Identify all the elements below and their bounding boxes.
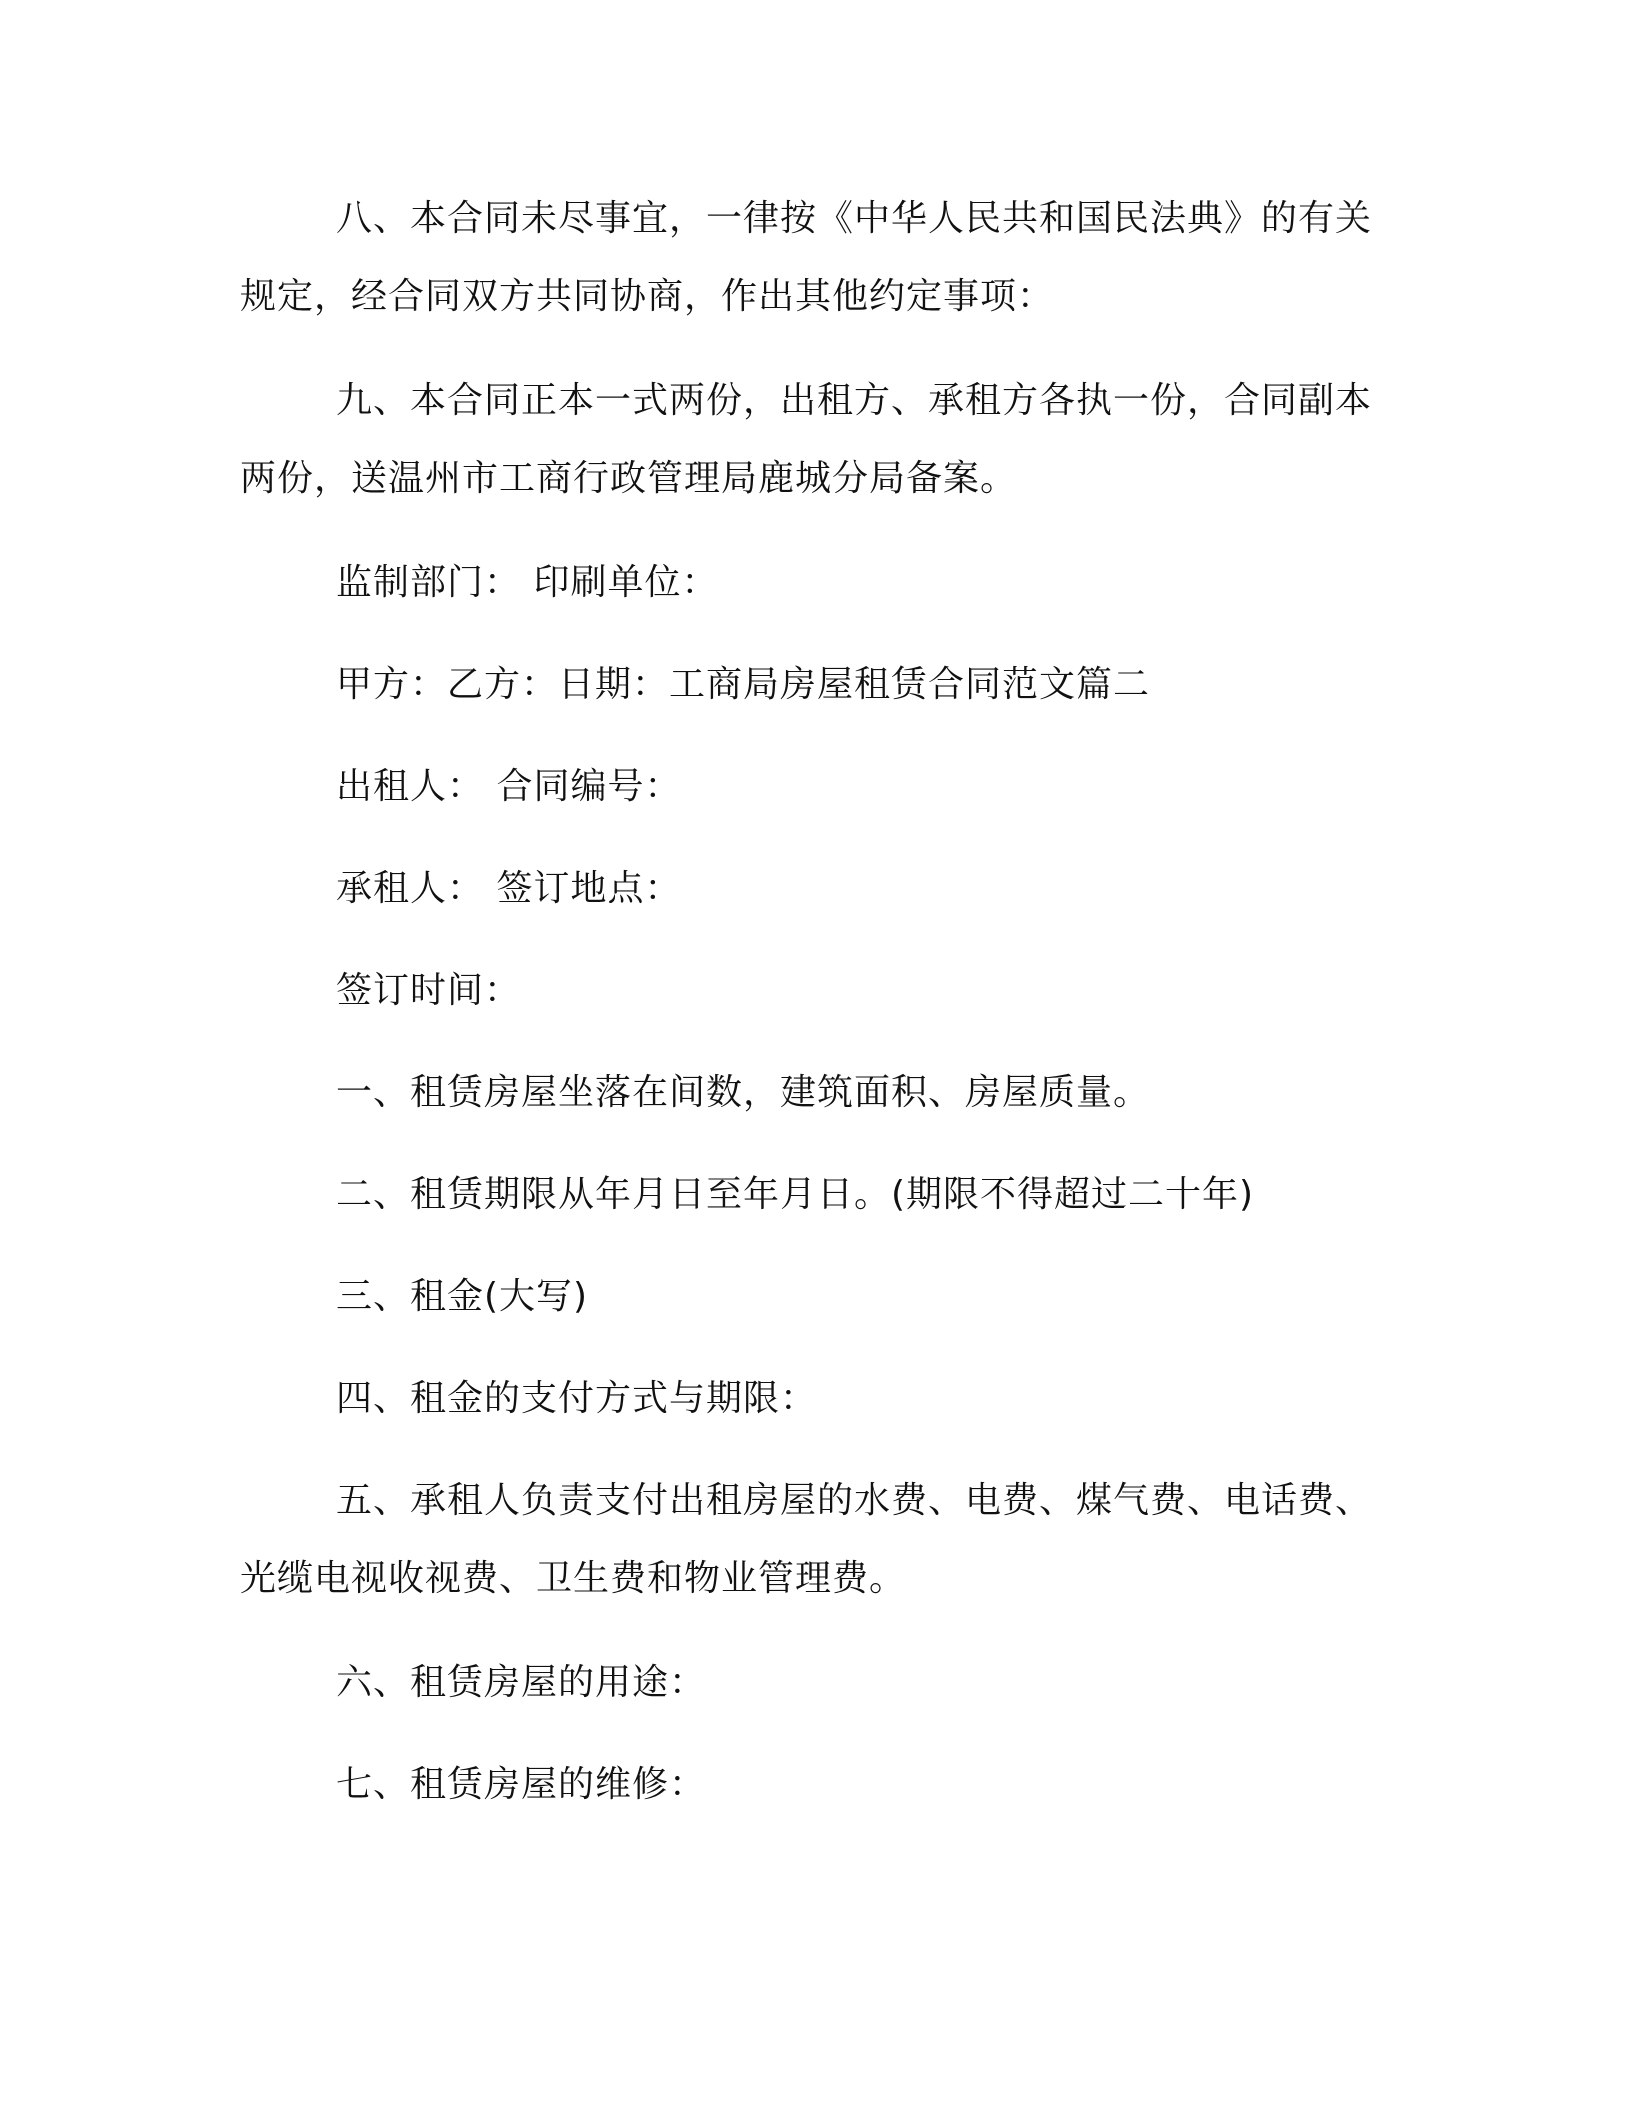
paragraph-lessor-contract-no: 出租人： 合同编号： [336,766,682,807]
paragraph-clause-2: 二、租赁期限从年月日至年月日。(期限不得超过二十年) [336,1174,1255,1215]
paragraph-clause-6: 六、租赁房屋的用途： [336,1662,707,1703]
paragraph-clause-3: 三、租金(大写) [336,1276,589,1317]
paragraph-sign-time: 签订时间： [336,970,522,1011]
paragraph-clause-8: 八、本合同未尽事宜，一律按《中华人民共和国民法典》的有关规定，经合同双方共同协商，作出其他约定事项： [240,198,1373,317]
paragraph-supervision-printing: 监制部门： 印刷单位： [336,562,719,603]
paragraph-clause-1: 一、租赁房屋坐落在间数，建筑面积、房屋质量。 [336,1072,1151,1113]
paragraph-clause-9: 九、本合同正本一式两份，出租方、承租方各执一份，合同副本两份，送温州市工商行政管理局鹿城分局备案。 [240,380,1373,499]
paragraph-clause-5: 五、承租人负责支付出租房屋的水费、电费、煤气费、电话费、光缆电视收视费、卫生费和物业管理费。 [240,1480,1373,1599]
paragraph-parties-date-title: 甲方：乙方：日期：工商局房屋租赁合同范文篇二 [336,664,1151,705]
paragraph-lessee-sign-place: 承租人： 签订地点： [336,868,682,909]
paragraph-clause-7: 七、租赁房屋的维修： [336,1764,707,1805]
paragraph-clause-4: 四、租金的支付方式与期限： [336,1378,818,1419]
